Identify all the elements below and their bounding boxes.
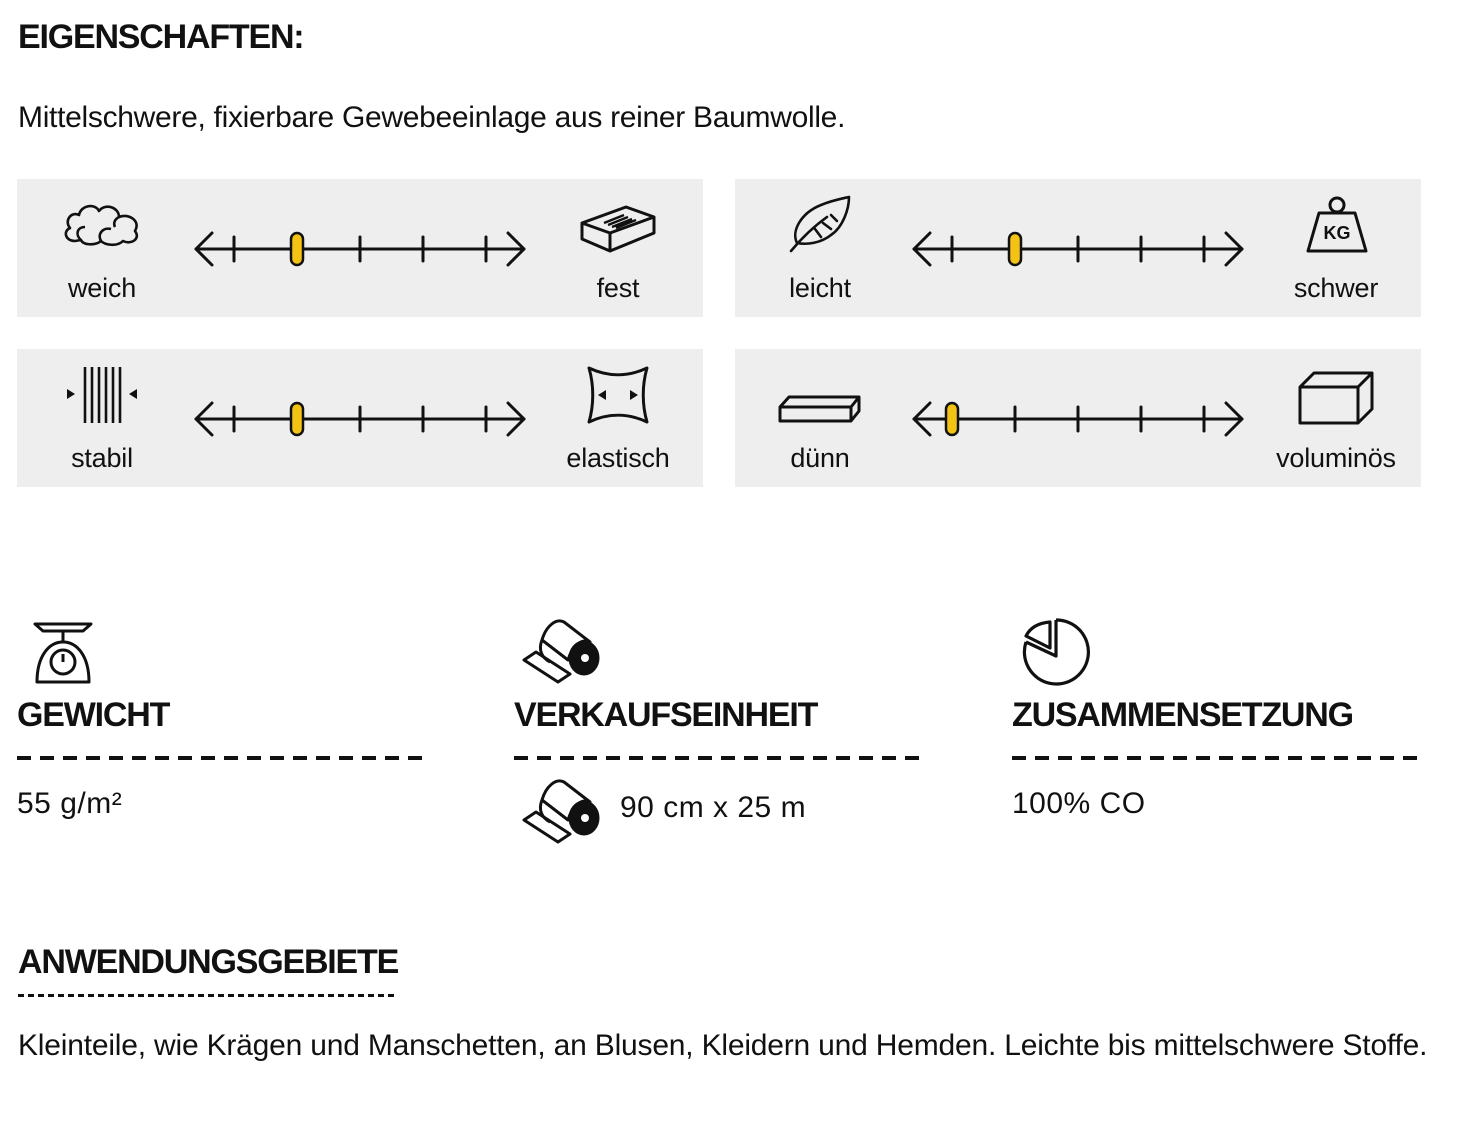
applications-text: Kleinteile, wie Krägen und Manschetten, an Blusen, Kleidern und Hemden. Leichte bis mittelschwere Stoffe. (18, 1029, 1428, 1062)
scale-left-label: dünn (790, 443, 850, 473)
scale-panel-weight (735, 179, 1421, 317)
feature-value-weight: 55 g/m² (17, 787, 123, 820)
dashed-divider (17, 756, 427, 760)
scale-panel-stability (17, 349, 703, 487)
volume-box-icon (1296, 369, 1376, 432)
kg-weight-label: KG (1323, 223, 1351, 243)
cloud-icon (61, 201, 143, 252)
scale-slider-weight (910, 227, 1246, 276)
section-title-eigenschaften: EIGENSCHAFTEN: (18, 18, 304, 56)
stable-lines-icon (65, 365, 139, 430)
scale-icon (29, 620, 97, 691)
dashed-divider (1012, 756, 1422, 760)
scale-left-label: stabil (71, 443, 133, 473)
slider-marker (1009, 233, 1021, 265)
feather-icon (787, 195, 853, 258)
feature-title-weight: GEWICHT (17, 696, 170, 734)
scale-left-label: weich (67, 273, 137, 303)
scale-right-label: elastisch (566, 443, 670, 473)
brick-icon (580, 203, 656, 258)
feature-title-sales-unit: VERKAUFSEINHEIT (514, 696, 818, 734)
dotted-divider (18, 994, 394, 997)
dashed-divider (514, 756, 924, 760)
fabric-roll-icon (520, 776, 600, 855)
kg-weight-icon (1305, 195, 1369, 260)
feature-value-sales-unit: 90 cm x 25 m (620, 791, 807, 824)
feature-title-composition: ZUSAMMENSETZUNG (1012, 696, 1353, 734)
slider-marker (291, 403, 303, 435)
fabric-roll-icon (520, 616, 600, 695)
stretch-icon (586, 365, 650, 430)
scale-right-label: voluminös (1276, 443, 1396, 473)
scale-left-label: leicht (789, 273, 851, 303)
slider-marker (291, 233, 303, 265)
pie-chart-icon (1020, 616, 1092, 693)
slider-marker (946, 403, 958, 435)
section-title-applications: ANWENDUNGSGEBIETE (18, 943, 399, 981)
scale-right-label: fest (596, 273, 640, 303)
feature-value-composition: 100% CO (1012, 787, 1146, 820)
scale-slider-softness (192, 227, 528, 276)
product-description: Mittelschwere, fixierbare Gewebeeinlage aus reiner Baumwolle. (18, 101, 846, 134)
scale-panel-volume (735, 349, 1421, 487)
scale-slider-stability (192, 397, 528, 446)
thin-slab-icon (777, 391, 863, 432)
scale-slider-volume (910, 397, 1246, 446)
scale-panel-softness (17, 179, 703, 317)
scale-right-label: schwer (1293, 273, 1379, 303)
